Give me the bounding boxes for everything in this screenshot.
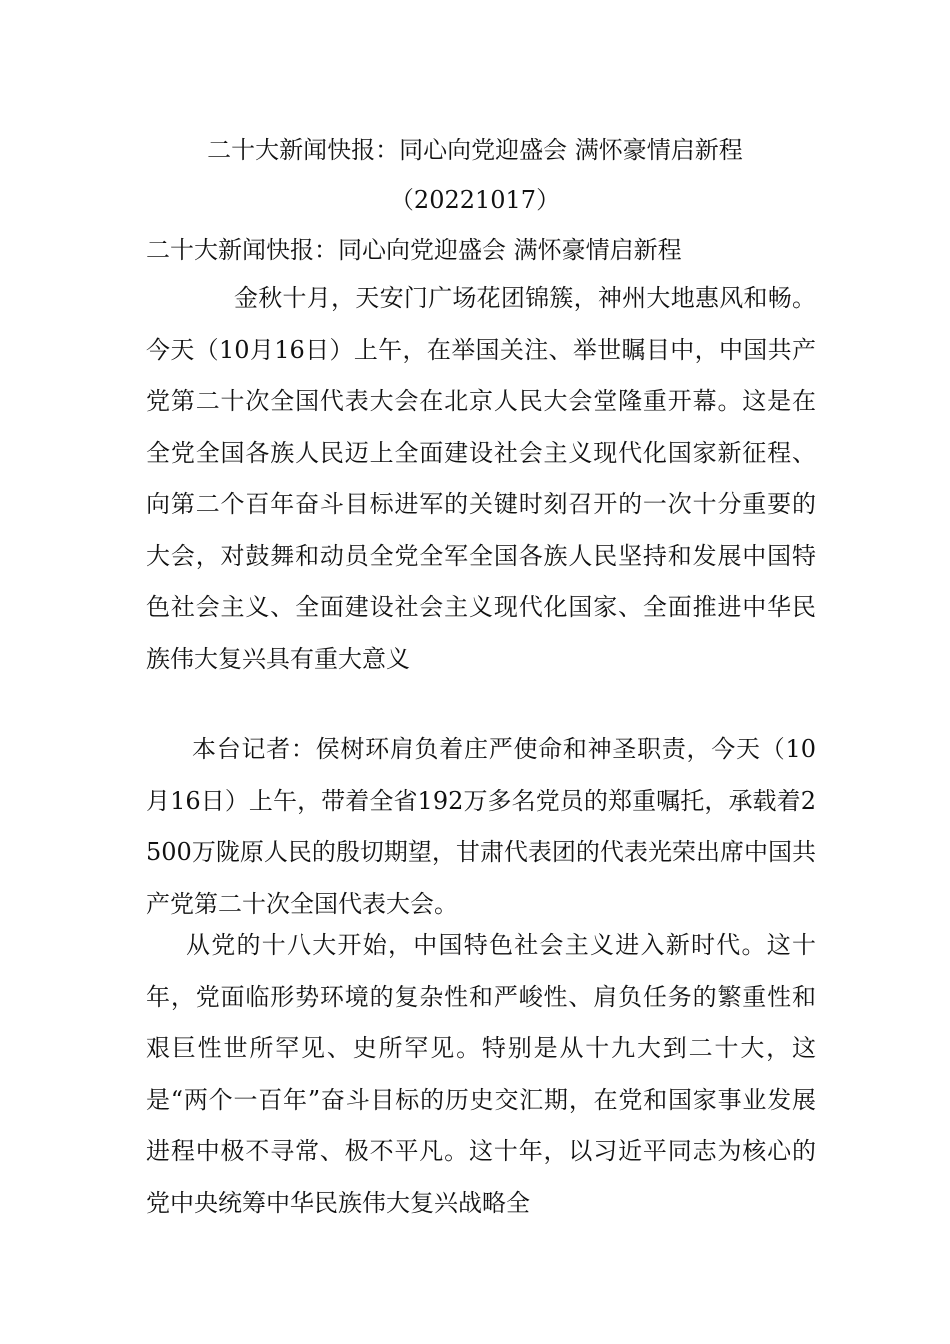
paragraph-reporter: 本台记者：侯树环肩负着庄严使命和神圣职责，今天（10月16日）上午，带着全省192万多名党员的郑重嘱托，承载着2500万陇原人民的殷切期望，甘肃代表团的代表光荣出席中国共产党第二十次全国代表大会。 (146, 735, 816, 918)
document-subtitle: 二十大新闻快报：同心向党迎盛会 满怀豪情启新程 (146, 236, 682, 264)
paragraph-opening: 金秋十月，天安门广场花团锦簇，神州大地惠风和畅。今天（10月16日）上午，在举国关注、举世瞩目中，中国共产党第二十次全国代表大会在北京人民大会堂隆重开幕。这是在全党全国各族人民迈上全面建设社会主义现代化国家新征程、向第二个百年奋斗目标进军的关键时刻召开的一次十分重要的大会，对鼓舞和动员全党全军全国各族人民坚持和发展中国特色社会主义、全面建设社会主义现代化国家、全面推进中华民族伟大复兴具有重大意义 (146, 284, 816, 673)
document-title: 二十大新闻快报：同心向党迎盛会 满怀豪情启新程 (207, 136, 743, 164)
paragraph-decade: 从党的十八大开始，中国特色社会主义进入新时代。这十年，党面临形势环境的复杂性和严峻性、肩负任务的繁重性和艰巨性世所罕见、史所罕见。特别是从十九大到二十大，这是“两个一百年”奋斗目标的历史交汇期，在党和国家事业发展进程中极不寻常、极不平凡。这十年，以习近平同志为核心的党中央统筹中华民族伟大复兴战略全 (146, 931, 816, 1217)
document-date: （20221017） (389, 186, 561, 214)
